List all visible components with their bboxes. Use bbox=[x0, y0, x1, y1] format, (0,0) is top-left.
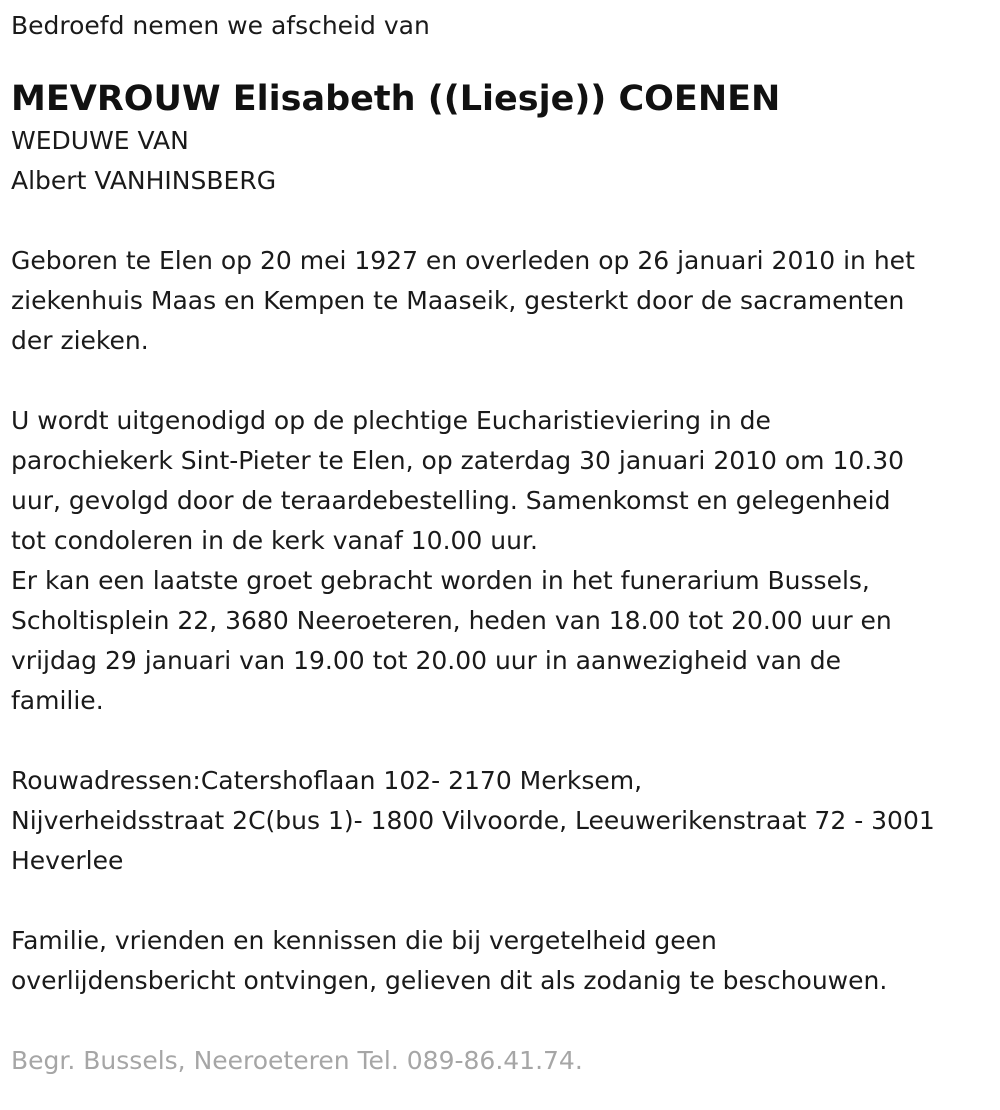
birth-death-line: ziekenhuis Maas en Kempen te Maaseik, gesterkt door de sacramenten bbox=[11, 286, 905, 315]
address-line: Rouwadressen:Catershoflaan 102- 2170 Merksem, bbox=[11, 766, 643, 795]
birth-death-line: Geboren te Elen op 20 mei 1927 en overleden op 26 januari 2010 in het bbox=[11, 246, 915, 275]
service-paragraph bbox=[11, 401, 990, 721]
addresses-paragraph bbox=[11, 761, 990, 881]
spouse-name: Albert VANHINSBERG bbox=[11, 166, 277, 195]
spacer bbox=[11, 361, 990, 401]
service-line: parochiekerk Sint-Pieter te Elen, op zaterdag 30 januari 2010 om 10.30 bbox=[11, 446, 905, 475]
service-line: tot condoleren in de kerk vanaf 10.00 uur. bbox=[11, 526, 538, 555]
spacer bbox=[11, 1001, 990, 1041]
address-line: Nijverheidsstraat 2C(bus 1)- 1800 Vilvoorde, Leeuwerikenstraat 72 - 3001 bbox=[11, 806, 935, 835]
spacer bbox=[11, 881, 990, 921]
service-line: familie. bbox=[11, 686, 104, 715]
service-line: Scholtisplein 22, 3680 Neeroeteren, heden van 18.00 tot 20.00 uur en bbox=[11, 606, 892, 635]
spacer bbox=[11, 201, 990, 241]
deceased-name: MEVROUW Elisabeth ((Liesje)) COENEN bbox=[11, 79, 781, 119]
service-line: uur, gevolgd door de teraardebestelling. Samenkomst en gelegenheid bbox=[11, 486, 891, 515]
birth-death-paragraph bbox=[11, 241, 990, 361]
service-line: U wordt uitgenodigd op de plechtige Eucharistieviering in de bbox=[11, 406, 771, 435]
service-line: Er kan een laatste groet gebracht worden in het funerarium Bussels, bbox=[11, 566, 870, 595]
funeral-director-footer: Begr. Bussels, Neeroeteren Tel. 089-86.41.74. bbox=[11, 1046, 583, 1075]
notice-line: Familie, vrienden en kennissen die bij vergetelheid geen bbox=[11, 926, 717, 955]
service-line: vrijdag 29 januari van 19.00 tot 20.00 uur in aanwezigheid van de bbox=[11, 646, 842, 675]
birth-death-line: der zieken. bbox=[11, 326, 149, 355]
notice-paragraph bbox=[11, 921, 990, 1001]
relation-line: WEDUWE VAN bbox=[11, 126, 189, 155]
intro-line: Bedroefd nemen we afscheid van bbox=[11, 11, 430, 40]
spacer bbox=[11, 721, 990, 761]
address-line: Heverlee bbox=[11, 846, 124, 875]
notice-line: overlijdensbericht ontvingen, gelieven dit als zodanig te beschouwen. bbox=[11, 966, 888, 995]
